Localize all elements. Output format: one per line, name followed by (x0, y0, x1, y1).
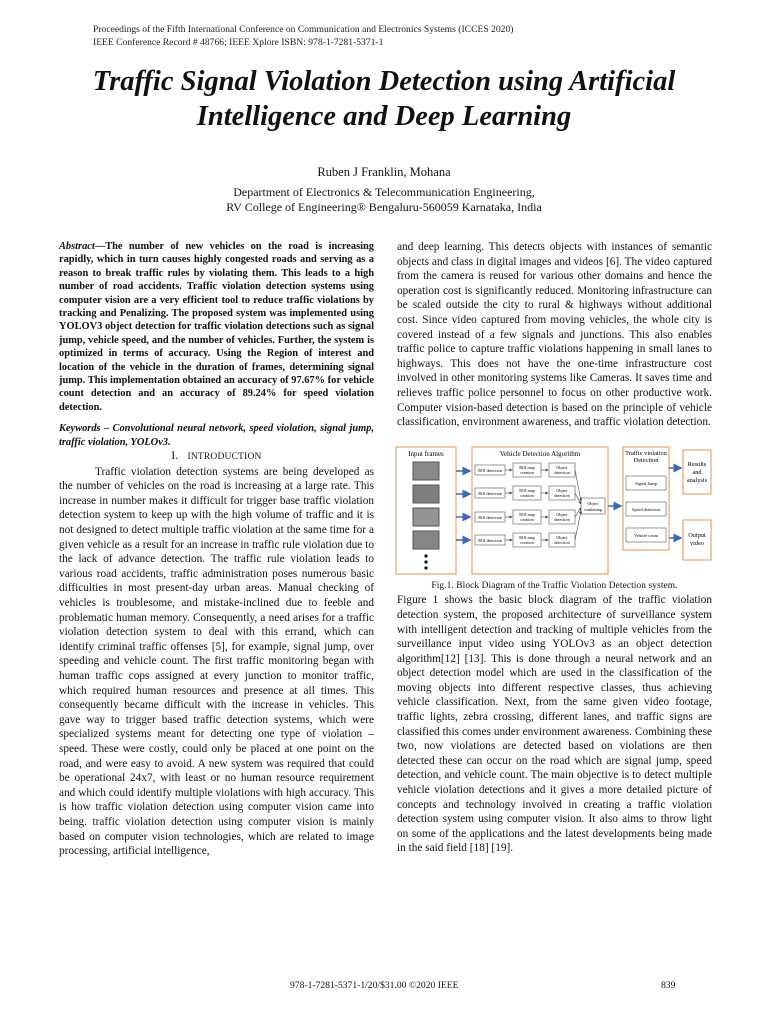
output-video-label: video (690, 539, 704, 547)
roi-map-label: ROI map (519, 511, 535, 517)
roi-map-label: ROI map (519, 464, 535, 470)
vehicle-detection-title: Vehicle Detection Algorithm (499, 449, 581, 458)
abstract (59, 240, 374, 414)
roi-detection-label: ROI detection (478, 537, 502, 543)
output-video-label: Output (688, 531, 706, 539)
frame-thumbnail (413, 508, 439, 526)
roi-detection-label: ROI detection (478, 514, 502, 520)
roi-map-label: ROI map (519, 487, 535, 493)
section-number: I. (171, 450, 179, 463)
keywords: Keywords – Convolutional neural network, speed violation, signal jump, traffic violation, YOLOv3. (59, 423, 374, 448)
speed-detection-label: Speed detection (632, 506, 660, 512)
frame-thumbnail (413, 531, 439, 549)
results-label: and (692, 468, 702, 476)
object-detection-label: detection (554, 492, 570, 498)
arrow (575, 470, 581, 501)
conference-header-line2: IEEE Conference Record # 48766; IEEE Xplore ISBN: 978-1-7281-5371-1 (93, 37, 384, 48)
object-detection-label: detection (554, 516, 570, 522)
object-detection-label: Object (556, 511, 568, 517)
ellipsis-dot (424, 560, 427, 563)
object-combining-label: Object (587, 500, 599, 506)
frame-thumbnail (413, 485, 439, 503)
arrow (575, 493, 581, 504)
results-label: Results (687, 460, 707, 468)
right-paragraph-1: and deep learning. This detects objects with instances of semantic objects and class in digital images and videos [6]. The video captured from the camera is reused for various other domains and hence the operation cost is significantly reduced. Monitoring infrastructure can be scaled outside the city to rural & highways without additional cost. Since video captured from moving vehicles, the whole city is covered instead of a few signals and junctions. This also enables traffic police to capture traffic violations happening in small lanes to highways. This does not have the one-time infrastructure cost involved in other monitoring systems like Cameras. It saves time and relieves traffic police personnel to focus on other productive work. Computer vision-based detection is based on the principle of vehicle classification, environment awareness, and traffic violation detection. (397, 241, 712, 429)
ellipsis-dot (424, 566, 427, 569)
roi-detection-label: ROI detection (478, 467, 502, 473)
violation-detection-title: Detection (633, 456, 659, 464)
section-heading-introduction (59, 449, 374, 465)
paper-title-line1: Traffic Signal Violation Detection using Artificial (92, 66, 676, 97)
authors: Ruben J Franklin, Mohana (317, 165, 451, 179)
footer-isbn: 978-1-7281-5371-1/20/$31.00 ©2020 IEEE (290, 980, 459, 991)
roi-map-label: creation (520, 539, 534, 545)
object-detection-label: detection (554, 539, 570, 545)
block-diagram (395, 446, 713, 577)
object-detection-label: Object (556, 487, 568, 493)
page-number: 839 (661, 980, 676, 991)
left-column (59, 240, 374, 859)
object-detection-label: Object (556, 534, 568, 540)
frame-thumbnail (413, 462, 439, 480)
input-frames-label: Input frames (408, 449, 444, 458)
paper-title-line2: Intelligence and Deep Learning (196, 101, 572, 132)
right-column (397, 240, 712, 856)
affiliation (0, 185, 768, 215)
block-diagram-figure (395, 446, 713, 577)
affiliation-line2: RV College of Engineering® Bengaluru-560059 Karnataka, India (226, 200, 542, 214)
right-paragraph-2: Figure 1 shows the basic block diagram of the traffic violation detection system, the proposed architecture of surveillance system with intelligent detection and tracking of multiple vehicles from the surveillance input video using YOLOv3 as an object detection algorithm[12] [13]. This is done through a neural network and an object detection model which are used in the classification of the moving objects into different respective classes, thus achieving vehicle classification. Next, from the same given video footage, traffic lights, zebra crossing, different lanes, and traffic signs are classified this comes under environment awareness. Combining these two, now violations are detected based on violations are then detected these can occur on the road which are signal jump, speed detection, and vehicle count. The main objective is to detect multiple vehicle violation detections and it gives a more detailed picture of concepts and technology involved in creating a traffic violation detection system using computer vision. It also aims to throw light on some of the applications and the latest developments being made in the said field [18] [19]. (397, 594, 712, 855)
roi-map-label: creation (520, 492, 534, 498)
vehicle-count-label: Vehicle count (633, 532, 659, 538)
object-detection-label: Object (556, 464, 568, 470)
conference-header (93, 23, 513, 49)
abstract-lead: Abstract (59, 241, 95, 252)
ellipsis-dot (424, 554, 427, 557)
roi-map-label: creation (520, 516, 534, 522)
roi-map-label: ROI map (519, 534, 535, 540)
object-detection-label: detection (554, 469, 570, 475)
intro-paragraph: Traffic violation detection systems are being developed as the number of vehicles on the road is increasing at a large rate. This increase in number makes it difficult for trigger base traffic violation detection system to keep up with the high volume of traffic and it is not designed to detect multiple traffic violation at the same time for a given vehicle as a result for an increase in traffic rule violation due to the lack of advance detection. The traffic rule violation leads to various road accidents, traffic administration poses numerous basic difficulties in most present-day urban areas. Manual checking of vehicles is troublesome, and mistake-inclined due to feeble and problematic human memory. Consequently, a need arises for a traffic violation detection system to deal with this errand, which can identify criminal traffic offenses [5], for example, signal jump, over speeding and vehicle count. The first traffic monitoring began with human traffic cops assigned at every junction to monitor traffic, which required human resources and presence at all times. This consequently became difficult with the increase in vehicles. This gave way to trigger based traffic detection systems, which were specialized systems meant for detecting one type of violation – speed. These were costly, could only be placed at one point on the road, and were easy to avoid. A new system was required that could be operational 24x7, with least or no human resource requirement and which could identify multiple violations with high accuracy. This is how traffic violation detection using computer vision came into being. traffic violation detection using computer vision is mainly based on computer vision technologies, which are related to image processing, artificial intelligence, (59, 465, 374, 858)
results-label: analysis (686, 476, 708, 484)
abstract-text: —The number of new vehicles on the road is increasing rapidly, which in turn causes highly congested roads and serving as a reason to break traffic rules by violating them. This leads to a high number of road accidents. Traffic violation detection systems using computer vision are a very efficient tool to reduce traffic violations by tracking and Penalizing. The proposed system was implemented using YOLOV3 object detection for traffic violation detections such as signal jump, vehicle speed, and the number of vehicles. Further, the system is optimized in terms of accuracy. Using the Region of interest and location of the vehicle in the duration of frames, determining signal jump. This implementation obtained an accuracy of 97.67% for vehicle count detection and an accuracy of 89.24% for speed violation detection. (59, 241, 374, 413)
signal-jump-label: Signal Jump (635, 480, 657, 486)
object-combining-label: combining (584, 506, 602, 512)
figure-caption: Fig.1. Block Diagram of the Traffic Violation Detection system. (431, 580, 678, 591)
affiliation-line1: Department of Electronics & Telecommunication Engineering, (233, 185, 535, 199)
violation-detection-title: Traffic violation (625, 449, 667, 457)
section-title: INTRODUCTION (187, 452, 262, 463)
conference-header-line1: Proceedings of the Fifth International Conference on Communication and Electronics Systems (ICCES 2020) (93, 24, 514, 35)
paper-title (30, 64, 738, 134)
roi-detection-label: ROI detection (478, 490, 502, 496)
roi-map-label: creation (520, 469, 534, 475)
